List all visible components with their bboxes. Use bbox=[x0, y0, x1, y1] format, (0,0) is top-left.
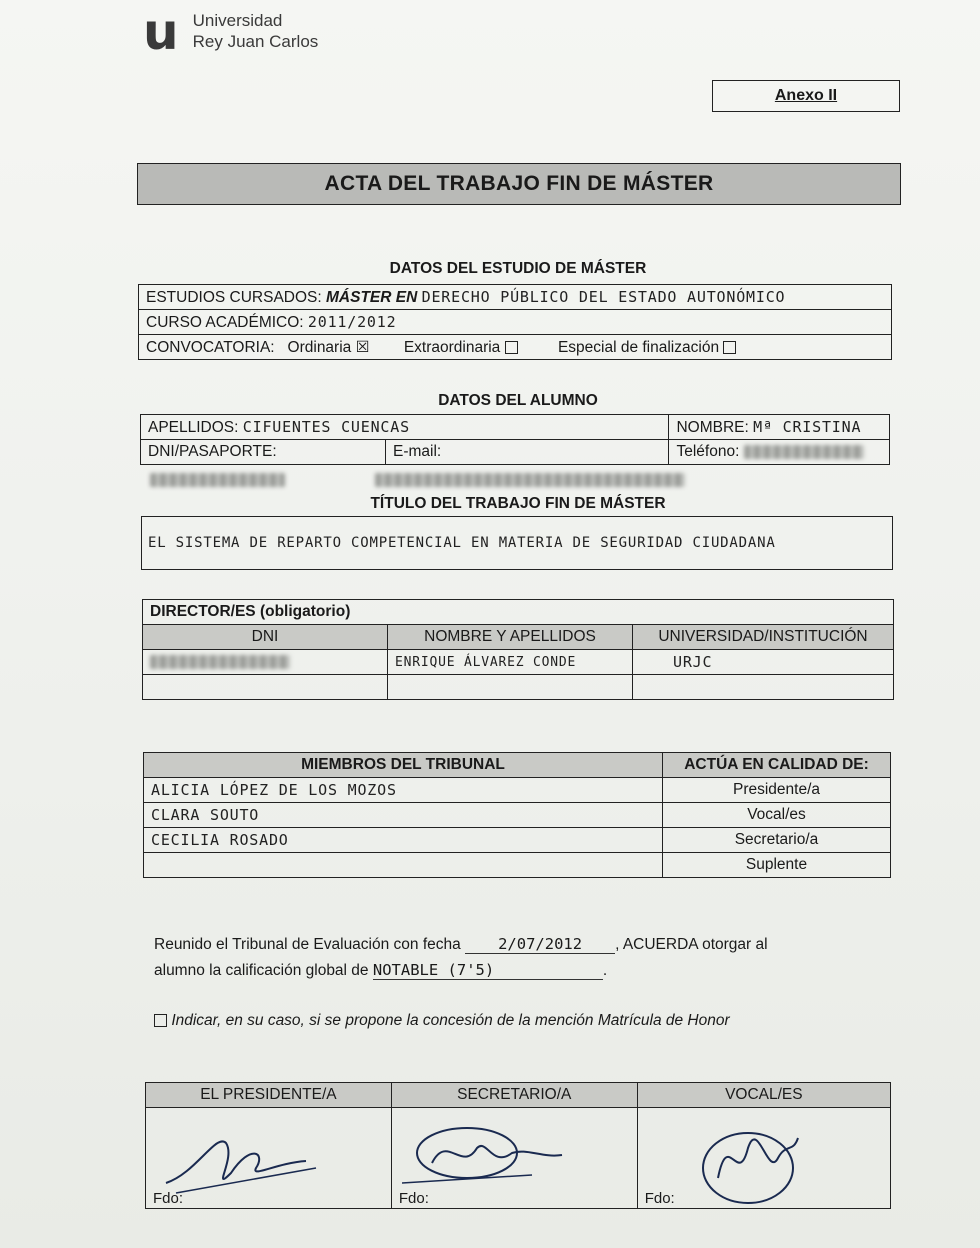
thesis-value: EL SISTEMA DE REPARTO COMPETENCIAL EN MATERIA DE SEGURIDAD CIUDADANA bbox=[148, 535, 776, 551]
honor-checkbox[interactable] bbox=[154, 1014, 167, 1027]
sig-president-header: EL PRESIDENTE/A bbox=[146, 1083, 392, 1108]
directors-heading: DIRECTOR/ES (obligatorio) bbox=[143, 600, 894, 625]
table-row bbox=[143, 675, 894, 700]
table-row: ENRIQUE ÁLVAREZ CONDE URJC bbox=[143, 650, 894, 675]
student-table: APELLIDOS: CIFUENTES CUENCAS NOMBRE: Mª CRISTINA DNI/PASAPORTE: E-mail: Teléfono: bbox=[140, 414, 890, 465]
university-name-line2: Rey Juan Carlos bbox=[192, 32, 319, 51]
director-dni-redacted bbox=[150, 655, 290, 669]
vocal-signature bbox=[678, 1108, 848, 1208]
name-value: Mª CRISTINA bbox=[753, 417, 862, 436]
university-logo bbox=[143, 3, 319, 61]
table-row: CECILIA ROSADO Secretario/a bbox=[144, 828, 891, 853]
studies-row: ESTUDIOS CURSADOS: MÁSTER EN DERECHO PÚBLICO DEL ESTADO AUTONÓMICO bbox=[139, 285, 892, 310]
logo-mark: u bbox=[143, 3, 179, 61]
sig-secretary-cell bbox=[391, 1108, 637, 1209]
col-dni: DNI bbox=[143, 625, 388, 650]
call-row: CONVOCATORIA: Ordinaria ☒ Extraordinaria Especial de finalización bbox=[139, 335, 892, 360]
email-label: E-mail: bbox=[386, 440, 669, 465]
president-signature bbox=[156, 1113, 326, 1203]
year-row: CURSO ACADÉMICO: 2011/2012 bbox=[139, 310, 892, 335]
col-name: NOMBRE Y APELLIDOS bbox=[388, 625, 633, 650]
table-row: CLARA SOUTO Vocal/es bbox=[144, 803, 891, 828]
directors-table bbox=[142, 599, 894, 700]
dni-label: DNI/PASAPORTE: bbox=[141, 440, 386, 465]
agreement-line1: Reunido el Tribunal de Evaluación con fecha 2/07/2012 , ACUERDA otorgar al bbox=[154, 935, 768, 953]
table-row: ALICIA LÓPEZ DE LOS MOZOS Presidente/a bbox=[144, 778, 891, 803]
evaluation-date: 2/07/2012 bbox=[465, 935, 615, 954]
tribunal-table bbox=[143, 752, 891, 878]
document-title: ACTA DEL TRABAJO FIN DE MÁSTER bbox=[137, 163, 901, 205]
email-redacted bbox=[375, 473, 685, 487]
col-role: ACTÚA EN CALIDAD DE: bbox=[663, 753, 891, 778]
fdo-vocal: Fdo: bbox=[644, 1190, 675, 1207]
year-value: 2011/2012 bbox=[307, 312, 397, 331]
thesis-heading: TÍTULO DEL TRABAJO FIN DE MÁSTER bbox=[370, 495, 666, 512]
studies-value: DERECHO PÚBLICO DEL ESTADO AUTONÓMICO bbox=[421, 287, 786, 306]
signature-table bbox=[145, 1082, 891, 1209]
university-name-line1: Universidad bbox=[192, 11, 283, 30]
sig-vocal-header: VOCAL/ES bbox=[637, 1083, 890, 1108]
thesis-box bbox=[141, 516, 893, 570]
table-row: Suplente bbox=[144, 853, 891, 878]
col-uni: UNIVERSIDAD/INSTITUCIÓN bbox=[633, 625, 894, 650]
student-heading: DATOS DEL ALUMNO bbox=[438, 392, 598, 409]
study-table bbox=[138, 284, 892, 360]
agreement-line2: alumno la calificación global de NOTABLE (7'5) . bbox=[154, 961, 608, 979]
dni-redacted bbox=[150, 473, 285, 487]
col-members: MIEMBROS DEL TRIBUNAL bbox=[144, 753, 663, 778]
global-grade: NOTABLE (7'5) bbox=[373, 961, 603, 980]
sig-secretary-header: SECRETARIO/A bbox=[391, 1083, 637, 1108]
sig-vocal-cell bbox=[637, 1108, 890, 1209]
extraordinary-checkbox[interactable] bbox=[505, 341, 518, 354]
fdo-secretary: Fdo: bbox=[398, 1190, 429, 1207]
phone-redacted bbox=[744, 445, 864, 459]
secretary-signature bbox=[402, 1113, 572, 1203]
sig-president-cell bbox=[146, 1108, 392, 1209]
ordinary-checkbox[interactable]: ☒ bbox=[355, 338, 370, 356]
surname-value: CIFUENTES CUENCAS bbox=[242, 417, 410, 436]
annex-label: Anexo II bbox=[712, 80, 900, 112]
honor-line: Indicar, en su caso, si se propone la concesión de la mención Matrícula de Honor bbox=[154, 1012, 730, 1030]
special-checkbox[interactable] bbox=[723, 341, 736, 354]
study-heading: DATOS DEL ESTUDIO DE MÁSTER bbox=[389, 260, 647, 277]
fdo-president: Fdo: bbox=[153, 1190, 184, 1207]
